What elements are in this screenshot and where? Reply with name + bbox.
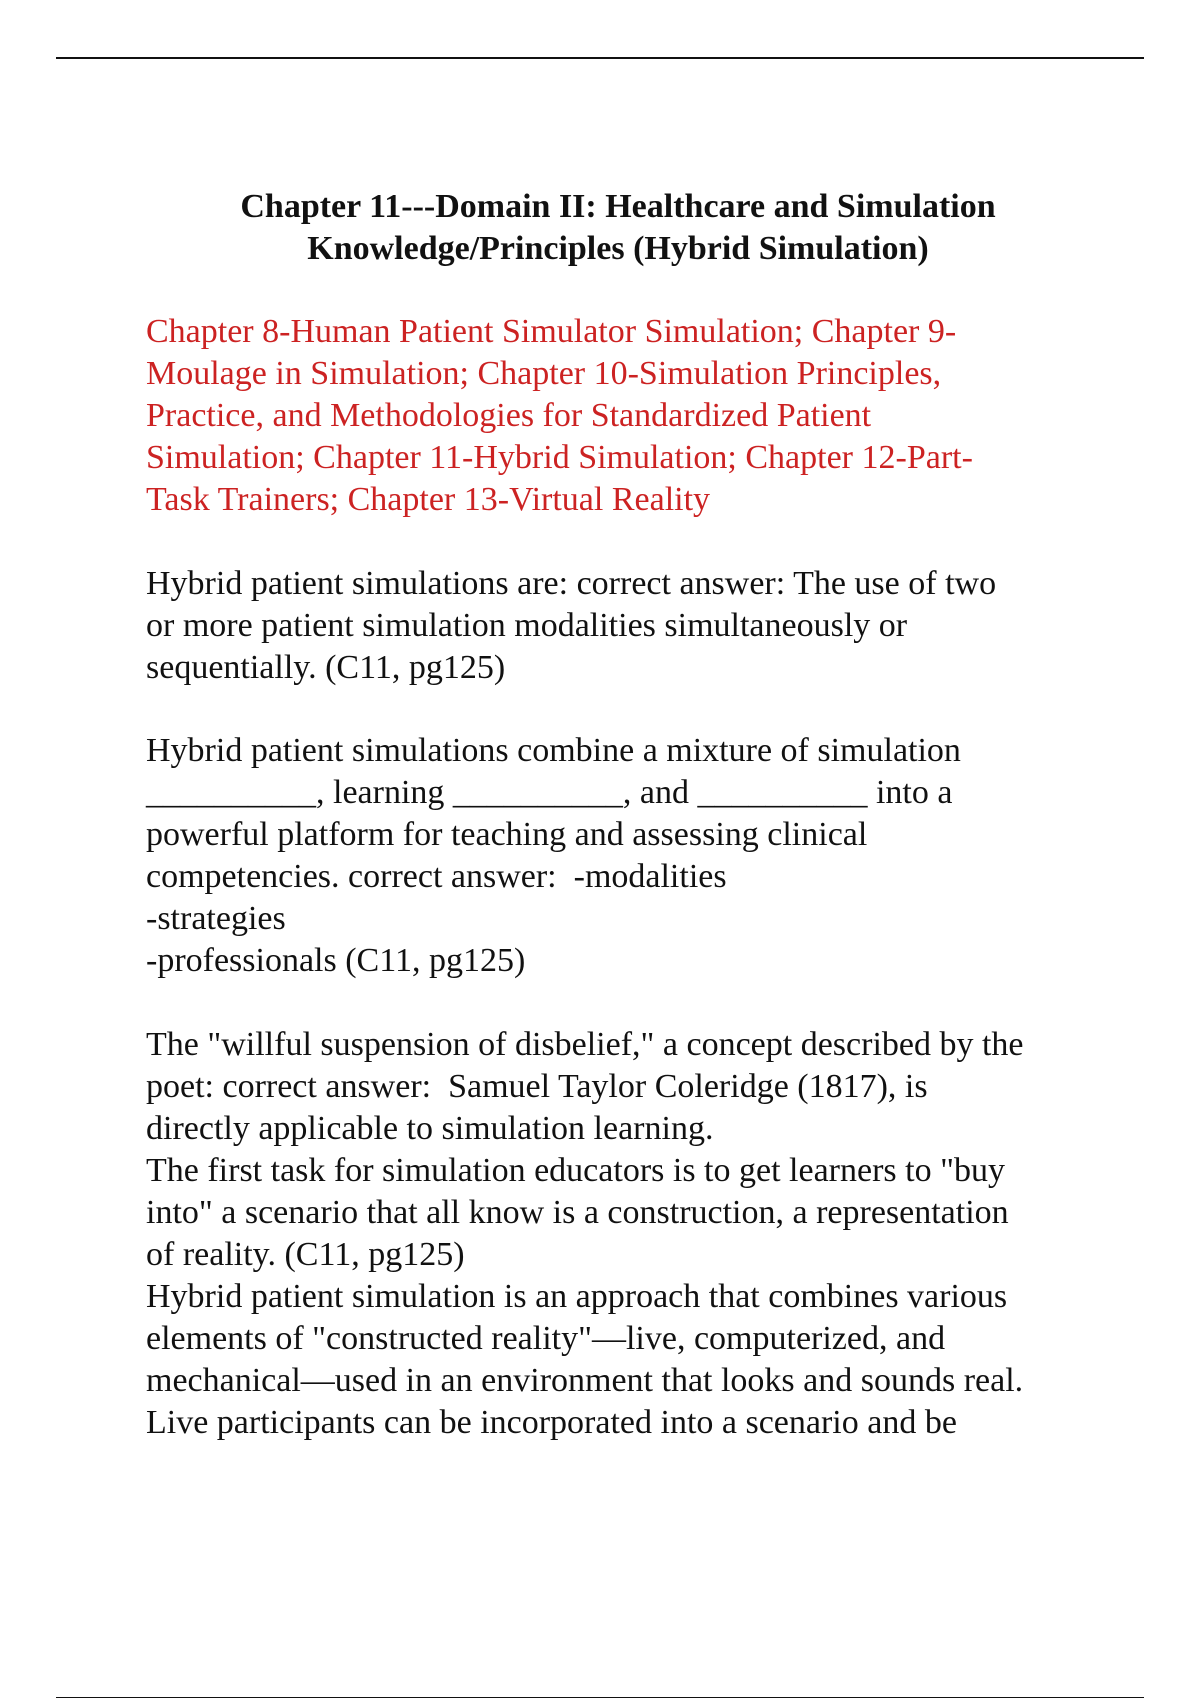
qa-line: competencies. correct answer: -modalities (146, 858, 727, 895)
qa-line: sequentially. (C11, pg125) (146, 649, 506, 686)
qa-line: mechanical—used in an environment that looks and sounds real. (146, 1362, 1024, 1399)
chapter-references (146, 311, 1106, 521)
qa-line: Live participants can be incorporated into a scenario and be (146, 1404, 957, 1441)
chapter-line: Chapter 8-Human Patient Simulator Simulation; Chapter 9- (146, 313, 957, 350)
qa-line: Hybrid patient simulations combine a mixture of simulation (146, 732, 961, 769)
title-line-1: Chapter 11---Domain II: Healthcare and Simulation (240, 188, 996, 225)
qa-line: powerful platform for teaching and assessing clinical (146, 816, 868, 853)
chapter-line: Moulage in Simulation; Chapter 10-Simulation Principles, (146, 355, 942, 392)
page-title (146, 186, 1090, 270)
qa-line: or more patient simulation modalities simultaneously or (146, 607, 908, 644)
chapter-line: Task Trainers; Chapter 13-Virtual Reality (146, 481, 711, 518)
qa-line: Hybrid patient simulation is an approach that combines various (146, 1278, 1008, 1315)
qa-line-blanks: __________, learning __________, and __________ into a (146, 774, 953, 811)
title-line-2: Knowledge/Principles (Hybrid Simulation) (307, 230, 929, 267)
qa-line: elements of "constructed reality"—live, computerized, and (146, 1320, 946, 1357)
qa-line: -strategies (146, 900, 286, 937)
qa-line: The "willful suspension of disbelief," a concept described by the (146, 1026, 1024, 1063)
qa-line: directly applicable to simulation learning. (146, 1110, 714, 1147)
qa-block-hybrid-definition (146, 563, 1106, 689)
qa-line: into" a scenario that all know is a construction, a representation (146, 1194, 1009, 1231)
qa-line: The first task for simulation educators is to get learners to "buy (146, 1152, 1005, 1189)
chapter-line: Practice, and Methodologies for Standardized Patient (146, 397, 872, 434)
bottom-divider (56, 1697, 1144, 1698)
qa-line: poet: correct answer: Samuel Taylor Coleridge (1817), is (146, 1068, 928, 1105)
qa-block-hybrid-mixture (146, 730, 1106, 982)
qa-line: Hybrid patient simulations are: correct answer: The use of two (146, 565, 997, 602)
qa-line: -professionals (C11, pg125) (146, 942, 526, 979)
chapter-line: Simulation; Chapter 11-Hybrid Simulation; Chapter 12-Part- (146, 439, 973, 476)
top-divider (56, 57, 1144, 59)
qa-line: of reality. (C11, pg125) (146, 1236, 465, 1273)
qa-block-suspension-of-disbelief (146, 1024, 1106, 1444)
